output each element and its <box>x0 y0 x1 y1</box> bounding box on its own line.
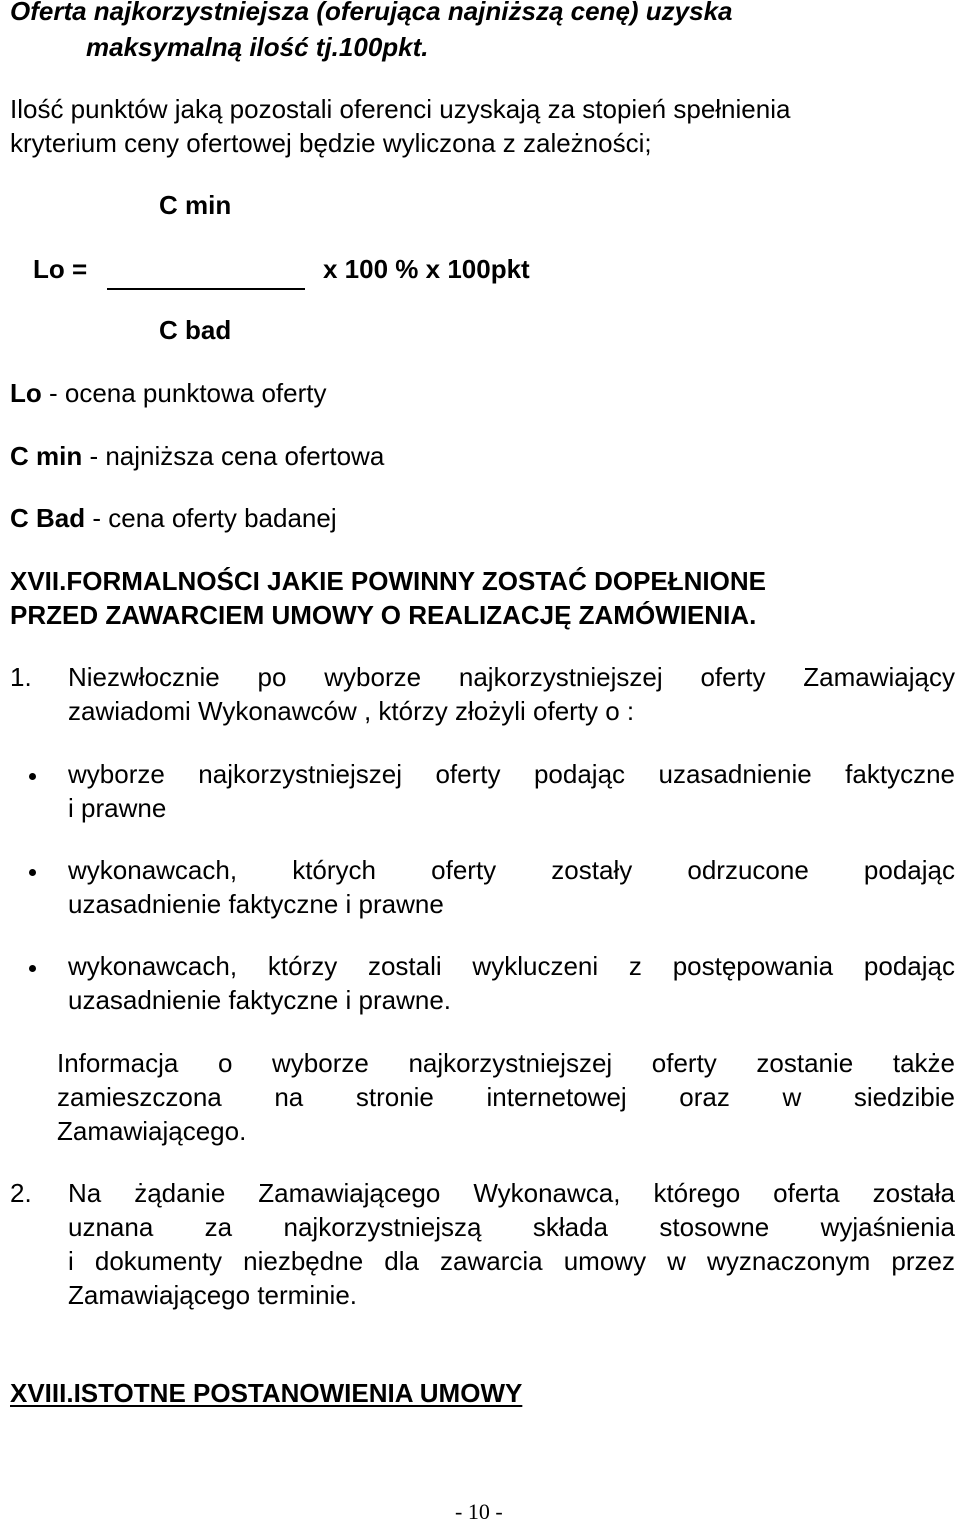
definition-term: C min <box>10 441 83 471</box>
item-2-line-3: i dokumenty niezbędne dla zawarcia umowy w wyznaczonym przez <box>68 1246 955 1276</box>
bullet-dot <box>29 869 36 876</box>
bullet-2-line-1: wykonawcach, których oferty zostały odrzucone podając <box>68 855 955 885</box>
bullet-3-line-2: uzasadnienie faktyczne i prawne. <box>68 985 452 1015</box>
definition-term: Lo <box>10 378 42 408</box>
definition-desc: - ocena punktowa oferty <box>41 378 327 408</box>
item-2-line-1: Na żądanie Zamawiającego Wykonawca, którego oferta została <box>68 1178 955 1208</box>
bullet-item-1 <box>68 757 955 825</box>
bullet-1-line-2: i prawne <box>68 793 167 823</box>
info-paragraph <box>57 1046 955 1148</box>
section-18-heading: XVIII.ISTOTNE POSTANOWIENIA UMOWY <box>10 1378 523 1408</box>
info-line-1: Informacja o wyborze najkorzystniejszej oferty zostanie także <box>57 1048 955 1078</box>
offer-heading-line-1: Oferta najkorzystniejsza (oferująca najniższą cenę) uzyska <box>10 0 733 26</box>
definition-cmin <box>10 439 384 473</box>
info-line-2: zamieszczona na stronie internetowej oraz w siedzibie <box>57 1082 955 1112</box>
item-2-line-4: Zamawiającego terminie. <box>68 1280 358 1310</box>
section-17-heading-line-1: XVII.FORMALNOŚCI JAKIE POWINNY ZOSTAĆ DOPEŁNIONE <box>10 566 766 596</box>
item-2-line-2: uznana za najkorzystniejszą składa stosowne wyjaśnienia <box>68 1212 955 1242</box>
section-17-heading-line-2: PRZED ZAWARCIEM UMOWY O REALIZACJĘ ZAMÓWIENIA. <box>10 600 757 630</box>
bullet-2-line-2: uzasadnienie faktyczne i prawne <box>68 889 444 919</box>
formula-fraction-bar <box>107 288 305 290</box>
definition-lo <box>10 376 326 410</box>
intro-line-1: Ilość punktów jaką pozostali oferenci uzyskają za stopień spełnienia <box>10 94 791 124</box>
formula-numerator: C min <box>159 190 232 220</box>
info-line-3: Zamawiającego. <box>57 1116 247 1146</box>
item-1-line-2: zawiadomi Wykonawców , którzy złożyli oferty o : <box>68 696 635 726</box>
bullet-item-3 <box>68 949 955 1017</box>
item-1-number: 1. <box>10 662 32 692</box>
definition-cbad <box>10 501 337 535</box>
bullet-dot <box>29 773 36 780</box>
page-number: - 10 - <box>455 1499 503 1524</box>
formula-denominator: C bad <box>159 315 232 345</box>
bullet-dot <box>29 965 36 972</box>
offer-heading-line-2: maksymalną ilość tj.100pkt. <box>86 32 429 62</box>
bullet-3-line-1: wykonawcach, którzy zostali wykluczeni z postępowania podając <box>68 951 955 981</box>
formula-multiplier: x 100 % x 100pkt <box>323 254 530 284</box>
definition-desc: - najniższa cena ofertowa <box>82 441 385 471</box>
item-2-number: 2. <box>10 1178 32 1208</box>
item-1-text <box>68 660 955 728</box>
bullet-1-line-1: wyborze najkorzystniejszej oferty podając uzasadnienie faktyczne <box>68 759 955 789</box>
formula-lhs: Lo = <box>33 254 88 284</box>
definition-desc: - cena oferty badanej <box>85 503 337 533</box>
definition-term: C Bad <box>10 503 86 533</box>
bullet-item-2 <box>68 853 955 921</box>
item-1-line-1: Niezwłocznie po wyborze najkorzystniejszej oferty Zamawiający <box>68 662 955 692</box>
intro-line-2: kryterium ceny ofertowej będzie wyliczona z zależności; <box>10 128 652 158</box>
item-2-text <box>68 1176 955 1312</box>
